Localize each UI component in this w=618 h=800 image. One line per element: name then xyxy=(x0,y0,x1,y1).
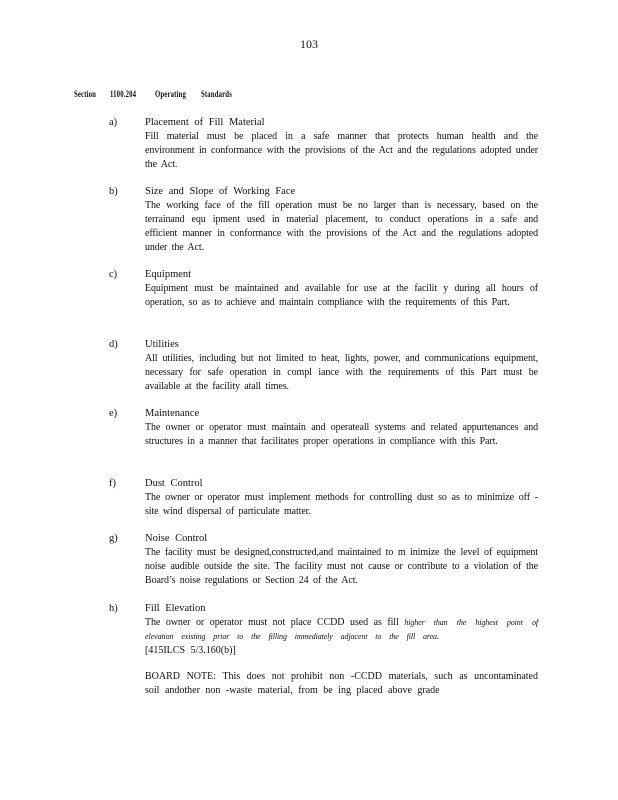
item-title: Fill Elevation xyxy=(145,603,206,614)
section-heading xyxy=(74,89,232,99)
item-letter: d) xyxy=(109,339,118,350)
item-title: Noise Control xyxy=(145,533,208,544)
item-letter: a) xyxy=(109,117,118,128)
item-title: Maintenance xyxy=(145,408,200,419)
item-title: Utilities xyxy=(145,339,179,350)
section-label: Section xyxy=(74,89,97,99)
item-letter: e) xyxy=(109,408,118,419)
item-body: The working face of the fill operation must be no larger than is necessary, based on the terrainand equ ipment used in material placement, to conduct operations in a safe and efficient manner in conformance with the provisions of the Act and the regulations adopted under the Act. xyxy=(145,200,538,253)
section-number: 1100.204 xyxy=(110,89,137,99)
section-title-word-1: Operating xyxy=(155,89,186,99)
item-title: Equipment xyxy=(145,269,192,280)
item-body: The facility must be designed,constructed,and maintained to m inimize the level of equipment noise audible outside the site. The facility must not cause or contribute to a violation of the Board’s noise regulations or Section 24 of the Act. xyxy=(145,547,538,586)
section-title-word-2: Standards xyxy=(200,89,232,99)
item-body xyxy=(145,616,538,644)
item-body: The owner or operator must implement methods for controlling dust so as to minimize off -site wind dispersal of particulate matter. xyxy=(145,492,538,517)
item-title: Placement of Fill Material xyxy=(145,117,265,128)
item-body: Equipment must be maintained and available for use at the facilit y during all hours of operation, so as to achieve and maintain compliance with the requirements of this Part. xyxy=(145,283,538,308)
item-body-text: The owner or operator must not place CCDD used as fill xyxy=(145,617,399,628)
item-letter: c) xyxy=(109,269,118,280)
item-letter: g) xyxy=(109,533,118,544)
board-note: BOARD NOTE: This does not prohibit non -CCDD materials, such as uncontaminated soil andother non -waste material, from be ing placed above grade xyxy=(145,671,538,696)
item-title: Size and Slope of Working Face xyxy=(145,186,296,197)
item-letter: f) xyxy=(109,478,116,489)
item-letter: b) xyxy=(109,186,118,197)
item-body: Fill material must be placed in a safe manner that protects human health and the environment in conformance with the provisions of the Act and the regulations adopted under the Act. xyxy=(145,131,538,170)
item-title: Dust Control xyxy=(145,478,203,489)
item-body-italic-text: higher than the highest point of elevation existing prior to the filling immediately adjacent to the fill area. xyxy=(145,618,538,641)
item-body: All utilities, including but not limited to heat, lights, power, and communications equipment, necessary for safe operation in compl iance with the requirements of this Part must be available at the facility atall times. xyxy=(145,353,538,392)
citation: [415ILCS 5/3.160(b)] xyxy=(145,645,236,656)
item-letter: h) xyxy=(109,603,118,614)
item-body: The owner or operator must maintain and operateall systems and related appurtenances and structures in a manner that facilitates proper operations in compliance with this Part. xyxy=(145,422,538,447)
page-number: 103 xyxy=(300,37,318,51)
